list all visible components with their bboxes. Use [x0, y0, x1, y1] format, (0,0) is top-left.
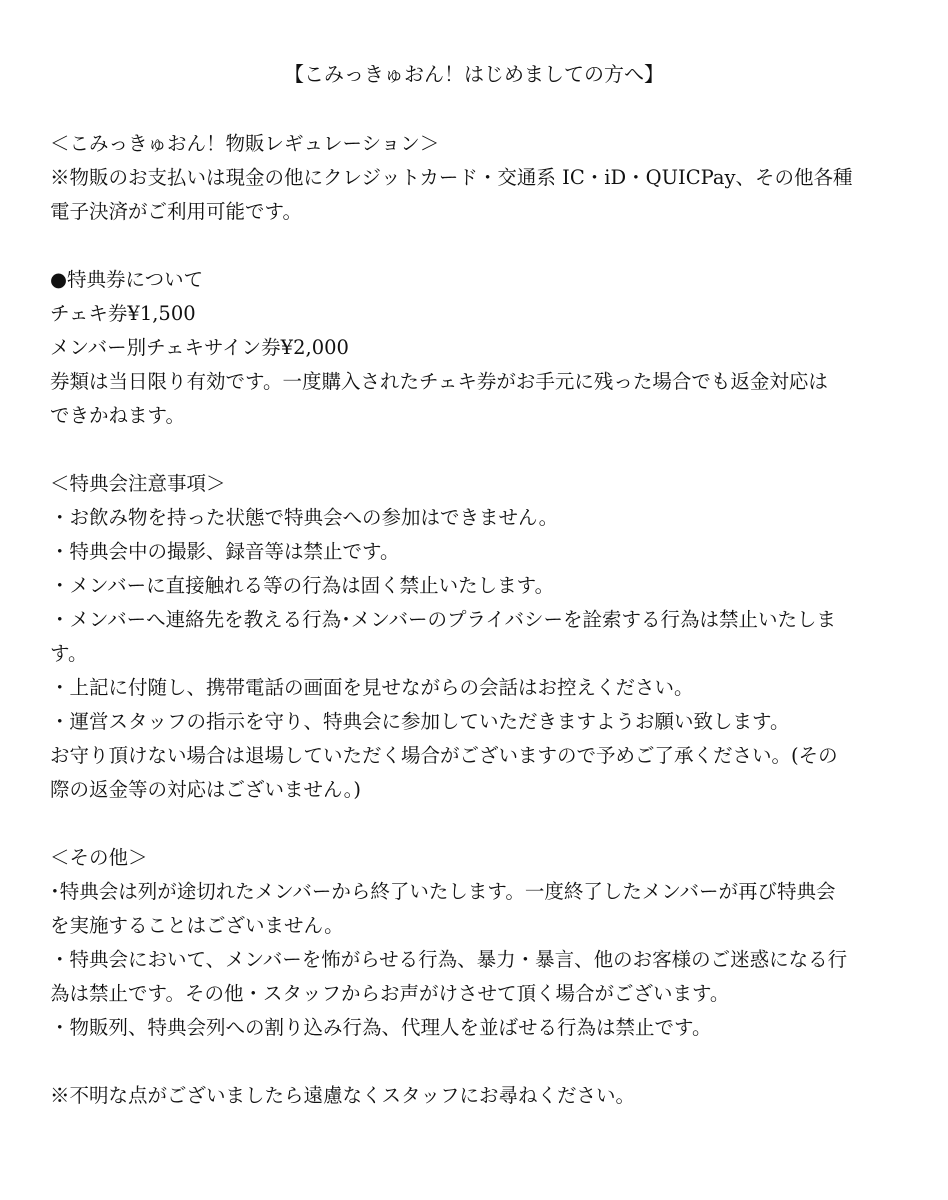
signed-cheki-ticket-price: メンバー別チェキサイン券¥2,000: [50, 336, 349, 359]
payment-note-line-1: ※物販のお支払いは現金の他にクレジットカード・交通系 IC・iD・QUICPay、その他各種: [50, 166, 853, 189]
spacer: [50, 433, 895, 467]
list-item: ・お飲み物を持った状態で特典会への参加はできません。: [50, 506, 559, 529]
list-item: ・特典会において、メンバーを怖がらせる行為、暴力・暴言、他のお客様のご迷惑になる行: [50, 948, 848, 971]
list-item-continuation: を実施することはございません。: [50, 914, 344, 937]
list-item: ・特典会中の撮影、録音等は禁止です。: [50, 540, 400, 563]
section-heading-tickets: ●特典券について: [50, 268, 204, 291]
removal-note-line-1: お守り頂けない場合は退場していただく場合がございますので予めご了承ください。(その: [50, 744, 838, 767]
list-item: ・運営スタッフの指示を守り、特典会に参加していただきますようお願い致します。: [50, 710, 790, 733]
list-item: ・物販列、特典会列への割り込み行為、代理人を並ばせる行為は禁止です。: [50, 1016, 712, 1039]
ticket-validity-line-2: できかねます。: [50, 404, 185, 427]
list-item: ・上記に付随し、携帯電話の画面を見せながらの会話はお控えください。: [50, 676, 694, 699]
spacer: [50, 1045, 895, 1079]
ticket-validity-line-1: 券類は当日限り有効です。一度購入されたチェキ券がお手元に残った場合でも返金対応は: [50, 370, 828, 393]
section-heading-merch-regulation: ＜こみっきゅおん！物販レギュレーション＞: [50, 132, 440, 155]
section-heading-other: ＜その他＞: [50, 846, 148, 869]
contact-staff-note: ※不明な点がございましたら遠慮なくスタッフにお尋ねください。: [50, 1084, 636, 1107]
list-item-continuation: す。: [50, 642, 88, 665]
list-item-continuation: 為は禁止です。その他・スタッフからお声がけさせて頂く場合がございます。: [50, 982, 730, 1005]
page-title: 【こみっきゅおん！はじめましての方へ】: [284, 62, 664, 86]
list-item: ･特典会は列が途切れたメンバーから終了いたします。一度終了したメンバーが再び特典会: [50, 880, 836, 903]
list-item: ・メンバーに直接触れる等の行為は固く禁止いたします。: [50, 574, 555, 597]
document-body: [50, 127, 895, 1113]
spacer: [50, 229, 895, 263]
removal-note-line-2: 際の返金等の対応はございません。): [50, 778, 362, 801]
list-item: ・メンバーへ連絡先を教える行為･メンバーのプライバシーを詮索する行為は禁止いたしま: [50, 608, 837, 631]
spacer: [50, 807, 895, 841]
payment-note-line-2: 電子決済がご利用可能です。: [50, 200, 302, 223]
cheki-ticket-price: チェキ券¥1,500: [50, 302, 196, 325]
section-heading-event-rules: ＜特典会注意事項＞: [50, 472, 226, 495]
